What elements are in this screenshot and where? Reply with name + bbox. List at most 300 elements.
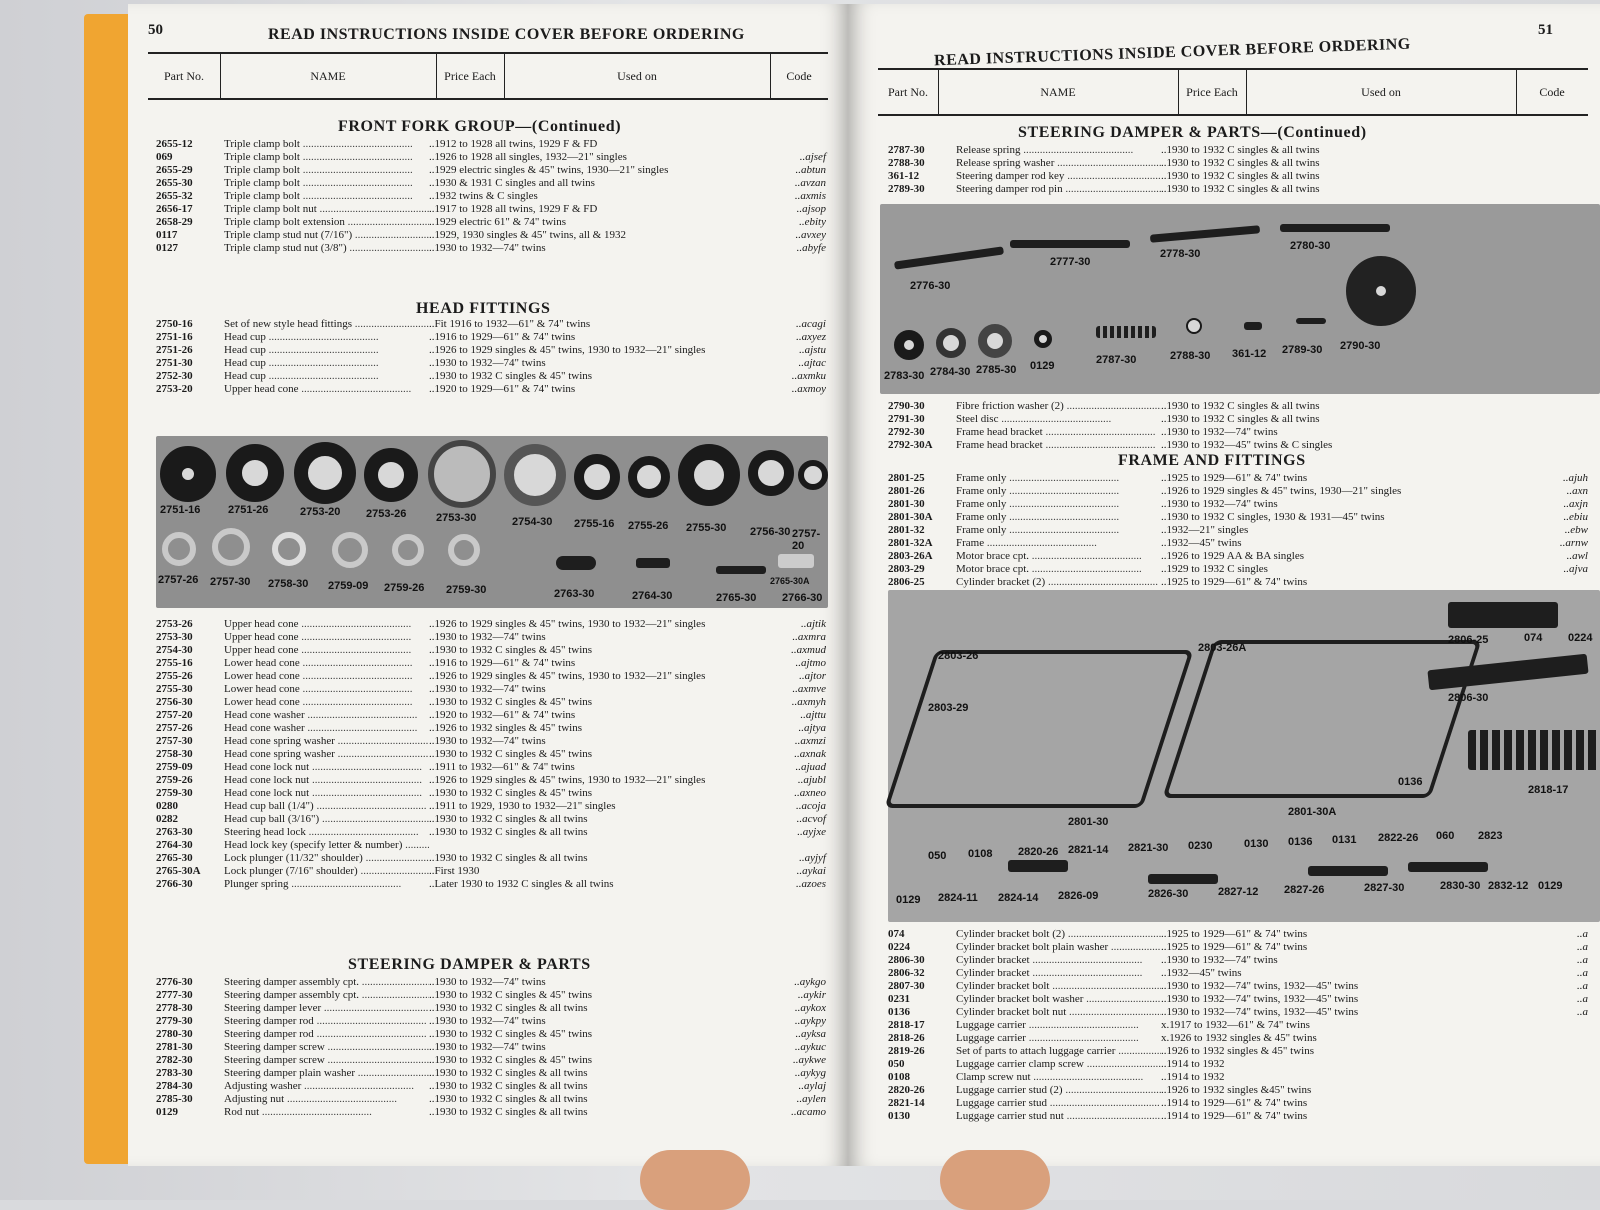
part-name: Triple clamp bolt nut ..... <box>224 203 429 216</box>
part-name: Frame only ..... <box>956 485 1161 498</box>
part-image <box>798 460 828 490</box>
table-row <box>156 164 826 177</box>
part-name: Steering head lock ..... <box>224 826 429 839</box>
table-row <box>156 1106 826 1119</box>
part-name: Head cone washer ..... <box>224 722 429 735</box>
part-image <box>162 532 196 566</box>
part-image <box>628 456 670 498</box>
order-code: ..ajsef <box>799 151 826 163</box>
part-label: 0230 <box>1188 840 1213 852</box>
used-on: ..1929 electric 61" & 74" twins <box>429 216 566 228</box>
order-code: ..aykpy <box>794 1015 826 1027</box>
order-code: ..azoes <box>796 878 826 890</box>
part-image <box>894 246 1004 269</box>
table-row <box>156 839 826 852</box>
parts-list <box>156 618 826 891</box>
part-image <box>1150 225 1260 243</box>
part-name: Set of new style head fittings ..... <box>224 318 429 331</box>
part-name: Adjusting washer ..... <box>224 1080 429 1093</box>
section-title: FRONT FORK GROUP—(Continued) <box>338 118 622 135</box>
table-row <box>156 190 826 203</box>
used-on: ..1925 to 1929—61" & 74" twins <box>1161 472 1308 484</box>
part-number: 2757-30 <box>156 735 193 747</box>
table-row <box>156 735 826 748</box>
part-name: Triple clamp bolt ..... <box>224 177 429 190</box>
part-name: Lower head cone ..... <box>224 683 429 696</box>
order-code: ..a <box>1577 980 1588 992</box>
part-number: 2750-16 <box>156 318 193 330</box>
part-label: 2822-26 <box>1378 832 1419 844</box>
used-on: ..1930 to 1932—74" twins, 1932—45" twins <box>1161 1006 1359 1018</box>
table-row <box>156 670 826 683</box>
order-code: ..acamo <box>791 1106 826 1118</box>
part-name: Cylinder bracket bolt ..... <box>956 980 1161 993</box>
part-image <box>332 532 368 568</box>
used-on: ..1911 to 1929, 1930 to 1932—21" singles <box>429 800 616 812</box>
parts-list <box>888 400 1588 452</box>
part-label: 2765-30 <box>716 592 757 604</box>
used-on: ..1930 to 1932—74" twins <box>429 683 546 695</box>
part-name: Lower head cone ..... <box>224 670 429 683</box>
table-row <box>156 229 826 242</box>
order-code <box>1518 439 1588 452</box>
part-image <box>226 444 284 502</box>
used-on: ..1914 to 1929—61" & 74" twins <box>1161 1097 1308 1109</box>
part-image <box>1034 330 1052 348</box>
part-image <box>1448 602 1558 628</box>
part-number: 2788-30 <box>888 157 925 169</box>
part-name: Steel disc ..... <box>956 413 1161 426</box>
order-code: ..ajttu <box>800 709 826 721</box>
part-image <box>1008 860 1068 872</box>
used-on: ..1930 to 1932—74" twins, 1932—45" twins <box>1161 993 1359 1005</box>
order-code <box>1518 426 1588 439</box>
page-number: 51 <box>1538 22 1553 38</box>
order-code: ..ajtya <box>798 722 826 734</box>
part-image <box>978 324 1012 358</box>
table-row <box>156 383 826 396</box>
used-on: ..1925 to 1929—61" & 74" twins <box>1161 928 1308 940</box>
part-number: 2820-26 <box>888 1084 925 1096</box>
part-name: Cylinder bracket bolt nut ..... <box>956 1006 1161 1019</box>
part-name: Lower head cone ..... <box>224 696 429 709</box>
part-number: 2755-26 <box>156 670 193 682</box>
used-on: ..1929 to 1932 C singles <box>1161 563 1268 575</box>
part-name: Triple clamp bolt extension ..... <box>224 216 429 229</box>
table-row <box>156 722 826 735</box>
part-number: 0129 <box>156 1106 178 1118</box>
part-number: 2753-26 <box>156 618 193 630</box>
part-number: 2801-32 <box>888 524 925 536</box>
used-on: ..1920 to 1929—61" & 74" twins <box>429 383 576 395</box>
order-code: ..ajstu <box>799 344 826 356</box>
order-code: ..ajsop <box>796 203 826 215</box>
page-number: 50 <box>148 22 163 38</box>
order-code: ..acvof <box>796 813 826 825</box>
used-on: ..1930 to 1932 C singles & all twins <box>1161 157 1320 169</box>
part-number: 2801-32A <box>888 537 933 549</box>
order-code: ..ayjyf <box>799 852 826 864</box>
order-code <box>1518 1032 1588 1045</box>
column-header <box>878 68 1588 116</box>
part-number: 2807-30 <box>888 980 925 992</box>
part-number: 2791-30 <box>888 413 925 425</box>
order-code <box>1518 413 1588 426</box>
part-number: 2818-17 <box>888 1019 925 1031</box>
table-row <box>888 1032 1588 1045</box>
part-name: Head cone lock nut ..... <box>224 774 429 787</box>
table-row <box>888 537 1588 550</box>
part-number: 2656-17 <box>156 203 193 215</box>
used-on: ..Later 1930 to 1932 C singles & all twins <box>429 878 614 890</box>
part-image <box>1148 874 1218 884</box>
table-row <box>156 774 826 787</box>
part-number: 2806-30 <box>888 954 925 966</box>
part-name: Release spring washer ..... <box>956 157 1161 170</box>
part-name: Head cup ..... <box>224 344 429 357</box>
part-name: Steering damper rod ..... <box>224 1015 429 1028</box>
part-label: 2759-26 <box>384 582 425 594</box>
order-code: ..ajva <box>1563 563 1588 575</box>
part-name: Head cup ..... <box>224 331 429 344</box>
part-name: Triple clamp bolt ..... <box>224 190 429 203</box>
part-number: 2776-30 <box>156 976 193 988</box>
order-code: ..axmku <box>791 370 826 382</box>
used-on: ..1930 to 1932—74" twins <box>429 631 546 643</box>
used-on: ..1926 to 1929 singles & 45" twins, 1930—21" singles <box>1161 485 1402 497</box>
order-code: ..axmyh <box>791 696 826 708</box>
part-label: 2803-29 <box>928 702 969 714</box>
table-row <box>888 144 1588 157</box>
used-on: ..1911 to 1932—61" & 74" twins <box>429 761 575 773</box>
part-label: 2788-30 <box>1170 350 1211 362</box>
part-label: 0136 <box>1288 836 1313 848</box>
part-label: 2820-26 <box>1018 846 1059 858</box>
part-name: Rod nut ..... <box>224 1106 429 1119</box>
order-code <box>1518 576 1588 589</box>
used-on: ..1926 to 1932 singles &45" twins <box>1161 1084 1312 1096</box>
part-number: 0136 <box>888 1006 910 1018</box>
part-name: Cylinder bracket bolt plain washer ..... <box>956 941 1161 954</box>
part-number: 0282 <box>156 813 178 825</box>
part-number: 2783-30 <box>156 1067 193 1079</box>
part-name: Head cup ball (3/16") ..... <box>224 813 429 826</box>
part-number: 2801-25 <box>888 472 925 484</box>
part-name: Steering damper assembly cpt. ..... <box>224 989 429 1002</box>
used-on: x.1917 to 1932—61" & 74" twins <box>1161 1019 1310 1031</box>
order-code <box>756 839 826 852</box>
used-on: ..1929 electric singles & 45" twins, 1930—21" singles <box>429 164 669 176</box>
used-on: x.1926 to 1932 singles & 45" twins <box>1161 1032 1317 1044</box>
part-image <box>716 566 766 574</box>
part-number: 2764-30 <box>156 839 193 851</box>
part-label: 2751-26 <box>228 504 269 516</box>
used-on: ..1930 to 1932—74" twins, 1932—45" twins <box>1161 980 1359 992</box>
col-part-no: Part No. <box>148 54 221 98</box>
part-image <box>448 534 480 566</box>
part-name: Lock plunger (11/32" shoulder) ..... <box>224 852 429 865</box>
table-row <box>888 1097 1588 1110</box>
part-label: 361-12 <box>1232 348 1267 360</box>
order-code: ..aykuc <box>794 1041 826 1053</box>
part-label: 2830-30 <box>1440 880 1481 892</box>
part-name: Head cone spring washer ..... <box>224 748 429 761</box>
part-name: Frame head bracket ..... <box>956 426 1161 439</box>
order-code <box>1518 183 1588 196</box>
table-row <box>888 1071 1588 1084</box>
part-label: 2757-20 <box>792 528 821 552</box>
used-on: ..1930 to 1932 C singles & 45" twins <box>429 696 593 708</box>
part-name: Upper head cone ..... <box>224 631 429 644</box>
part-label: 2832-12 <box>1488 880 1529 892</box>
part-name: Cylinder bracket ..... <box>956 967 1161 980</box>
part-number: 2754-30 <box>156 644 193 656</box>
part-name: Luggage carrier ..... <box>956 1019 1161 1032</box>
part-label: 2818-17 <box>1528 784 1569 796</box>
part-number: 2782-30 <box>156 1054 193 1066</box>
parts-list <box>888 472 1588 589</box>
order-code <box>1518 144 1588 157</box>
order-code: ..ajuad <box>795 761 826 773</box>
order-code: ..aykox <box>794 1002 826 1014</box>
table-row <box>156 177 826 190</box>
used-on: ..1926 to 1929 singles & 45" twins, 1930 to 1932—21" singles <box>429 344 706 356</box>
table-row <box>888 439 1588 452</box>
order-code <box>1518 1058 1588 1071</box>
part-number: 0231 <box>888 993 910 1005</box>
table-row <box>156 203 826 216</box>
table-row <box>888 954 1588 967</box>
part-name: Release spring ..... <box>956 144 1161 157</box>
part-name: Steering damper rod key ..... <box>956 170 1161 183</box>
table-row <box>156 813 826 826</box>
used-on: ..1926 to 1929 singles & 45" twins, 1930 to 1932—21" singles <box>429 670 706 682</box>
used-on: ..1930 to 1932—74" twins <box>429 242 546 254</box>
part-number: 2759-26 <box>156 774 193 786</box>
used-on: ..1914 to 1932 <box>1161 1058 1225 1070</box>
used-on: ..1930 to 1932—74" twins <box>429 735 546 747</box>
part-number: 2789-30 <box>888 183 925 195</box>
part-number: 0130 <box>888 1110 910 1122</box>
part-image <box>678 444 740 506</box>
table-row <box>156 761 826 774</box>
used-on: ..1930 to 1932—74" twins <box>1161 426 1278 438</box>
part-name: Frame only ..... <box>956 472 1161 485</box>
order-code: ..aykgo <box>794 976 826 988</box>
table-row <box>156 976 826 989</box>
table-row <box>888 1006 1588 1019</box>
order-code: ..axjn <box>1563 498 1588 510</box>
table-row <box>888 511 1588 524</box>
part-image <box>778 554 814 568</box>
part-label: 2826-09 <box>1058 890 1099 902</box>
col-used-on: Used on <box>1246 70 1517 114</box>
part-label: 2821-14 <box>1068 844 1109 856</box>
table-row <box>156 618 826 631</box>
part-number: 2790-30 <box>888 400 925 412</box>
table-row <box>888 1110 1588 1123</box>
thumb <box>640 1150 750 1210</box>
order-code <box>1518 1045 1588 1058</box>
order-code: ..ayjxe <box>797 826 826 838</box>
part-number: 2753-20 <box>156 383 193 395</box>
part-number: 2759-09 <box>156 761 193 773</box>
table-row <box>156 1015 826 1028</box>
order-code: ..aykir <box>797 989 826 1001</box>
order-code: ..ebity <box>799 216 826 228</box>
part-label: 074 <box>1524 632 1543 644</box>
table-row <box>888 426 1588 439</box>
used-on: ..1930 to 1932 C singles & 45" twins <box>429 1028 593 1040</box>
order-code: ..ebiu <box>1563 511 1588 523</box>
part-number: 2755-30 <box>156 683 193 695</box>
part-name: Triple clamp stud nut (7/16") ..... <box>224 229 429 242</box>
order-code: ..abyfe <box>796 242 826 254</box>
used-on: ..1930 to 1932 C singles & all twins <box>429 813 588 825</box>
part-label: 0108 <box>968 848 993 860</box>
part-number: 2806-32 <box>888 967 925 979</box>
order-code: ..a <box>1577 993 1588 1005</box>
order-code: ..aylen <box>796 1093 826 1105</box>
table-row <box>156 216 826 229</box>
table-row <box>156 151 826 164</box>
used-on: ..1930 to 1932—74" twins <box>1161 498 1278 510</box>
used-on: ..1930 to 1932 C singles & all twins <box>1161 144 1320 156</box>
order-code: ..ajtmo <box>795 657 826 669</box>
order-code: ..abtun <box>795 164 826 176</box>
part-label: 2755-16 <box>574 518 615 530</box>
part-number: 050 <box>888 1058 905 1070</box>
order-code: ..avxey <box>795 229 826 241</box>
part-name: Luggage carrier stud (2) ..... <box>956 1084 1161 1097</box>
part-number: 2757-26 <box>156 722 193 734</box>
part-image <box>272 532 306 566</box>
part-number: 0108 <box>888 1071 910 1083</box>
order-code: ..axn <box>1566 485 1588 497</box>
part-number: 069 <box>156 151 173 163</box>
used-on: ..1930 to 1932 C singles & all twins <box>429 826 588 838</box>
table-row <box>888 941 1588 954</box>
part-number: 2757-20 <box>156 709 193 721</box>
table-row <box>156 370 826 383</box>
table-row <box>156 331 826 344</box>
table-row <box>156 1054 826 1067</box>
used-on: ..1930 to 1932 C singles & 45" twins <box>429 748 593 760</box>
part-number: 2765-30A <box>156 865 201 877</box>
part-name: Clamp screw nut ..... <box>956 1071 1161 1084</box>
part-name: Steering damper lever ..... <box>224 1002 429 1015</box>
used-on: ..1925 to 1929—61" & 74" twins <box>1161 941 1308 953</box>
part-name: Head cone lock nut ..... <box>224 761 429 774</box>
part-image <box>428 440 496 508</box>
order-code <box>1518 1110 1588 1123</box>
part-number: 2752-30 <box>156 370 193 382</box>
part-number: 2755-16 <box>156 657 193 669</box>
used-on: ..1930 to 1932 C singles & all twins <box>429 1093 588 1105</box>
used-on: ..1926 to 1929 singles & 45" twins, 1930 to 1932—21" singles <box>429 618 706 630</box>
part-name: Steering damper screw ..... <box>224 1041 429 1054</box>
part-name: Steering damper screw ..... <box>224 1054 429 1067</box>
col-name: NAME <box>220 54 437 98</box>
column-header <box>148 52 828 100</box>
part-label: 0129 <box>896 894 921 906</box>
part-label: 2778-30 <box>1160 248 1201 260</box>
part-number: 2766-30 <box>156 878 193 890</box>
part-label: 2765-30A <box>770 576 810 586</box>
part-number: 2792-30A <box>888 439 933 451</box>
part-label: 2759-30 <box>446 584 487 596</box>
part-number: 2792-30 <box>888 426 925 438</box>
part-label: 2751-16 <box>160 504 201 516</box>
table-row <box>888 400 1588 413</box>
steering-damper-photo <box>880 204 1600 394</box>
part-label: 2756-30 <box>750 526 791 538</box>
right-page <box>848 4 1600 1166</box>
part-image <box>1280 224 1390 232</box>
order-code: ..a <box>1577 954 1588 966</box>
part-image <box>636 558 670 568</box>
used-on: ..1914 to 1929—61" & 74" twins <box>1161 1110 1308 1122</box>
part-label: 2801-30 <box>1068 816 1109 828</box>
order-code <box>1518 1084 1588 1097</box>
part-label: 0130 <box>1244 838 1269 850</box>
used-on: ..1916 to 1929—61" & 74" twins <box>429 657 576 669</box>
part-label: 2783-30 <box>884 370 925 382</box>
part-label: 2759-09 <box>328 580 369 592</box>
part-name: Upper head cone ..... <box>224 644 429 657</box>
part-label: 2789-30 <box>1282 344 1323 356</box>
table-row <box>888 928 1588 941</box>
part-image <box>1468 730 1600 770</box>
part-number: 2779-30 <box>156 1015 193 1027</box>
table-row <box>156 242 826 255</box>
part-name: Adjusting nut ..... <box>224 1093 429 1106</box>
part-image <box>748 450 794 496</box>
used-on: ..1932 twins & C singles <box>429 190 538 202</box>
part-label: 2801-30A <box>1288 806 1337 818</box>
part-label: 2827-26 <box>1284 884 1325 896</box>
table-row <box>156 852 826 865</box>
part-label: 0224 <box>1568 632 1593 644</box>
part-name: Luggage carrier stud ..... <box>956 1097 1161 1110</box>
table-row <box>156 344 826 357</box>
part-label: 2827-30 <box>1364 882 1405 894</box>
part-number: 2801-30 <box>888 498 925 510</box>
part-number: 2655-12 <box>156 138 193 150</box>
table-row <box>156 709 826 722</box>
table-row <box>888 550 1588 563</box>
part-number: 2751-16 <box>156 331 193 343</box>
table-row <box>888 980 1588 993</box>
part-name: Motor brace cpt. ..... <box>956 563 1161 576</box>
table-row <box>156 357 826 370</box>
part-name: Cylinder bracket ..... <box>956 954 1161 967</box>
part-number: 074 <box>888 928 905 940</box>
table-row <box>156 318 826 331</box>
part-name: Cylinder bracket (2) ..... <box>956 576 1161 589</box>
table-row <box>156 644 826 657</box>
part-name: Plunger spring ..... <box>224 878 429 891</box>
part-label: 0129 <box>1538 880 1563 892</box>
order-code: ..acagi <box>796 318 826 330</box>
table-row <box>156 683 826 696</box>
part-image <box>574 454 620 500</box>
used-on: ..1926 to 1932 singles & 45" twins <box>1161 1045 1314 1057</box>
col-code: Code <box>1539 85 1565 99</box>
order-code <box>756 138 826 151</box>
part-label: 0129 <box>1030 360 1055 372</box>
order-code: ..ajtor <box>799 670 826 682</box>
